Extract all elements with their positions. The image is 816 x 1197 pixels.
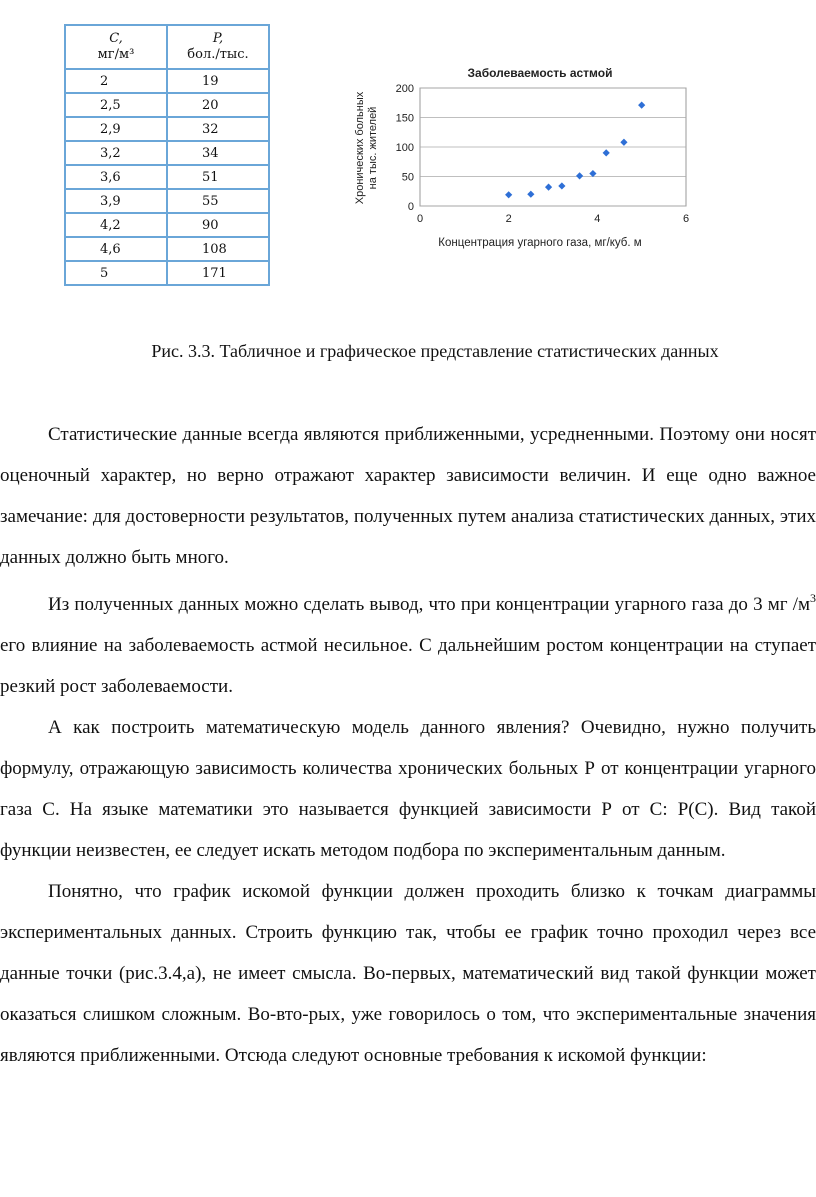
table-row — [65, 69, 269, 93]
data-point — [558, 182, 565, 189]
paragraph-2 — [0, 578, 816, 707]
x-tick-label: 0 — [416, 213, 424, 225]
table-cell-c: 3,2 — [65, 141, 167, 165]
table-cell-c: 4,6 — [65, 237, 167, 261]
body-text — [0, 414, 816, 1076]
y-tick-label: 100 — [395, 142, 414, 154]
paragraph-3: А как построить математическую модель данного явления? Очевидно, нужно получить формулу, отражающую зависимость количества хронических больных Р от концентрации угарного газа С. На языке математики это называется функцией зависимости Р от С: Р(С). Вид такой функции неизвестен, ее следует искать методом подбора по экспериментальным данным. — [0, 717, 816, 861]
x-tick-label: 6 — [682, 213, 690, 225]
x-tick-label: 2 — [505, 213, 512, 225]
table-cell-p: 51 — [167, 165, 269, 189]
paragraph-2-part-a: Из полученных данных можно сделать вывод, что при концентрации угарного газа до 3 мг /м — [48, 594, 810, 615]
chart-title: Заболеваемость астмой — [467, 66, 613, 80]
superscript-3: 3 — [810, 591, 816, 605]
table-header-row — [65, 25, 269, 69]
y-tick-label: 50 — [401, 171, 414, 184]
data-point — [620, 139, 627, 146]
header-p-unit: бол./тыс. — [187, 47, 249, 62]
data-point — [505, 191, 512, 198]
chart-xlabel: Концентрация угарного газа, мг/куб. м — [438, 237, 642, 249]
data-point — [603, 149, 610, 156]
table-cell-p: 108 — [167, 237, 269, 261]
table-row — [65, 189, 269, 213]
table-cell-p: 34 — [167, 141, 269, 165]
x-tick-label: 4 — [594, 213, 601, 225]
header-concentration — [65, 25, 167, 69]
table-cell-c: 2,5 — [65, 93, 167, 117]
header-c-unit: мг/м³ — [97, 47, 135, 62]
chart-grid — [420, 88, 686, 206]
table-row — [65, 117, 269, 141]
x-tick-labels — [417, 213, 689, 225]
header-patients — [167, 25, 269, 69]
y-tick-label: 200 — [395, 83, 414, 95]
paragraph-2-part-b: его влияние на заболеваемость астмой несильное. С дальнейшим ростом концентрации на ступает резкий рост заболеваемости. — [0, 635, 816, 697]
table-cell-p: 32 — [167, 117, 269, 141]
data-point — [589, 170, 596, 177]
data-points — [505, 102, 645, 199]
chart-ylabel-line1: Хронических больных — [354, 91, 366, 205]
table-cell-c: 3,9 — [65, 189, 167, 213]
data-point — [545, 184, 552, 191]
table-cell-p: 90 — [167, 213, 269, 237]
table-cell-p: 55 — [167, 189, 269, 213]
table-cell-c: 2 — [65, 69, 167, 93]
data-table — [64, 24, 270, 286]
table-row — [65, 93, 269, 117]
table-cell-c: 3,6 — [65, 165, 167, 189]
paragraph-1: Статистические данные всегда являются приближенными, усредненными. Поэтому они носят оценочный характер, но верно отражают характер зависимости величин. И еще одно важное замечание: для достоверности результатов, полученных путем анализа статистических данных, этих данных должно быть много. — [0, 424, 816, 568]
table-row — [65, 261, 269, 285]
figure-caption: Рис. 3.3. Табличное и графическое представление статистических данных — [151, 341, 719, 361]
data-point — [527, 191, 534, 198]
data-point — [576, 172, 583, 179]
asthma-scatter-chart — [348, 60, 708, 260]
y-tick-label: 0 — [407, 201, 414, 213]
table-cell-c: 4,2 — [65, 213, 167, 237]
table-row — [65, 237, 269, 261]
table-cell-c: 2,9 — [65, 117, 167, 141]
data-point — [638, 102, 645, 109]
table-row — [65, 213, 269, 237]
header-p-symbol: P, — [212, 31, 224, 46]
y-tick-labels — [396, 83, 414, 213]
table-row — [65, 141, 269, 165]
table-cell-c: 5 — [65, 261, 167, 285]
table-cell-p: 171 — [167, 261, 269, 285]
header-c-symbol: C, — [109, 31, 123, 46]
table-cell-p: 19 — [167, 69, 269, 93]
paragraph-4: Понятно, что график искомой функции должен проходить близко к точкам диаграммы экспериментальных данных. Строить функцию так, чтобы ее график точно проходил через все данные точки (рис.3.4,а), не имеет смысла. Во-первых, математический вид такой функции может оказаться слишком сложным. Во-вто-рых, уже говорилось о том, что экспериментальные значения являются приближенными. Отсюда следуют основные требования к искомой функции: — [0, 881, 816, 1066]
table-row — [65, 165, 269, 189]
table-cell-p: 20 — [167, 93, 269, 117]
chart-ylabel-line2: на тыс. жителей — [367, 106, 379, 190]
y-tick-label: 150 — [395, 112, 414, 125]
